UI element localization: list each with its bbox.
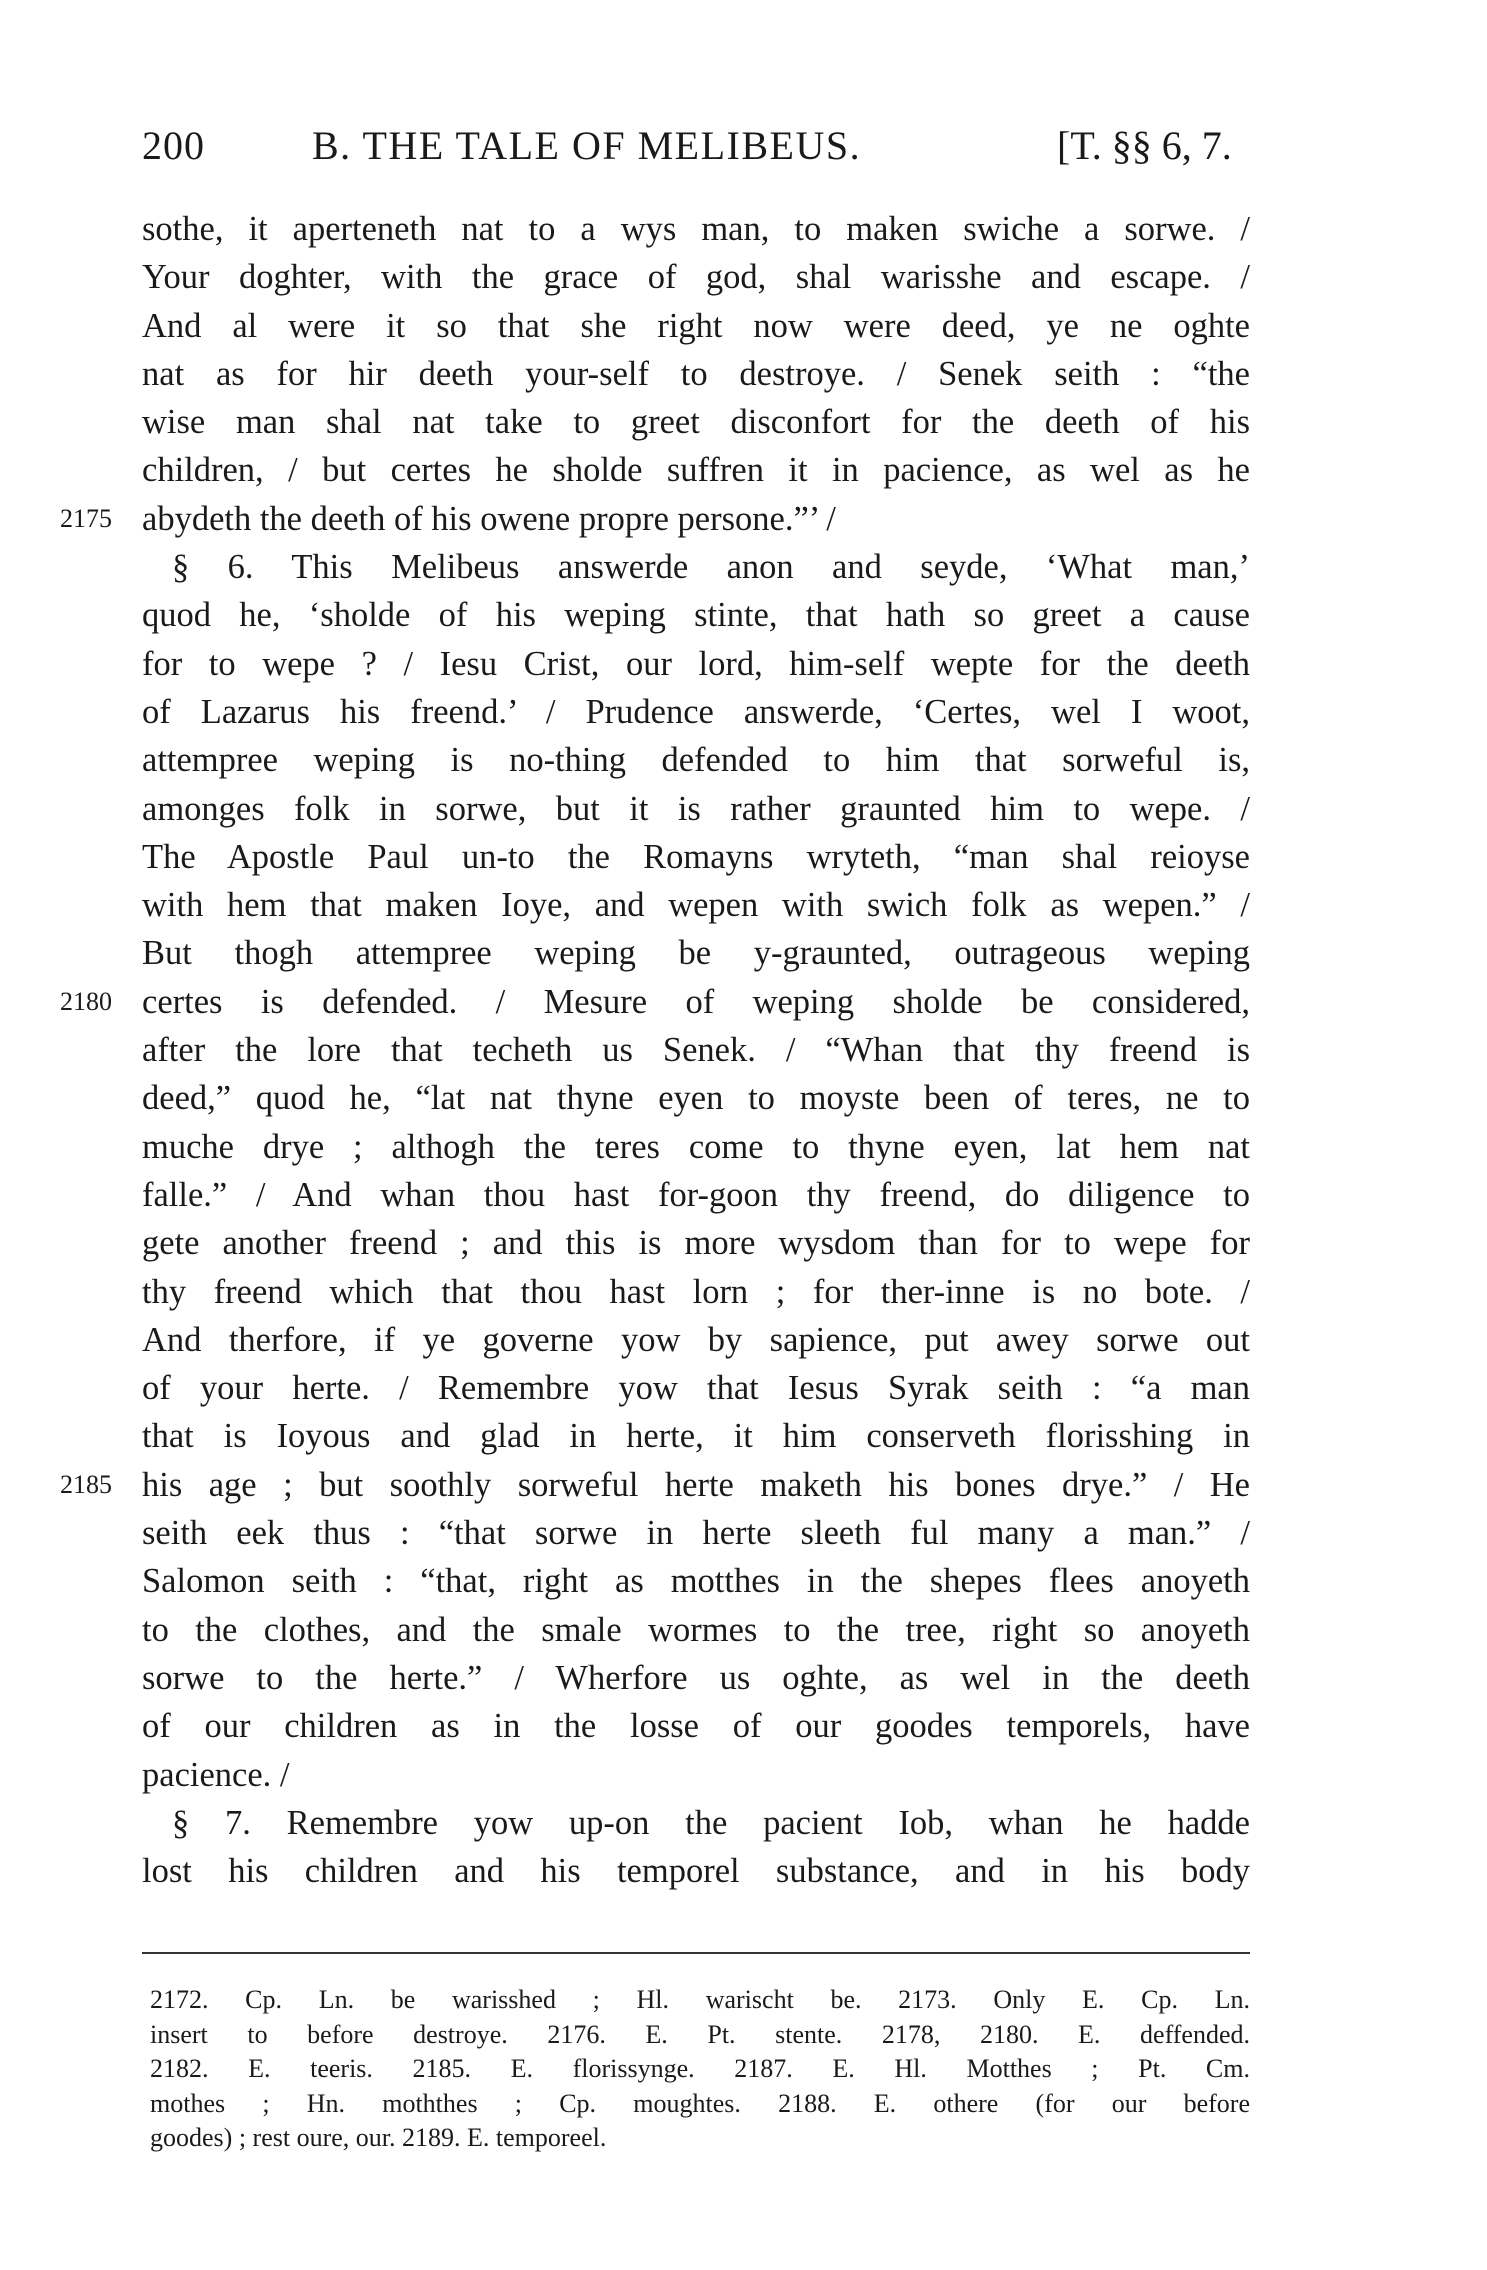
- text-line: [0, 1606, 1487, 1654]
- text-line: [0, 591, 1487, 639]
- line-text: nat as for hir deeth your-self to destroye. / Senek seith : “the: [142, 354, 1250, 393]
- line-text: wise man shal nat take to greet disconfort for the deeth of his: [142, 403, 1250, 442]
- line-text: And therfore, if ye governe yow by sapience, put awey sorwe out: [142, 1320, 1250, 1359]
- text-line: [0, 398, 1487, 446]
- line-text: abydeth the deeth of his owene propre persone.”’ /: [142, 499, 836, 538]
- line-text: with hem that maken Ioye, and wepen with swich folk as wepen.” /: [142, 886, 1250, 925]
- text-line: [0, 1557, 1487, 1605]
- text-line: [0, 640, 1487, 688]
- text-line: [0, 1751, 1487, 1799]
- footnote-line: [0, 1983, 1487, 2018]
- text-line: [0, 495, 1487, 543]
- text-line: [0, 1026, 1487, 1074]
- line-text: that is Ioyous and glad in herte, it him conserveth florisshing in: [142, 1417, 1250, 1456]
- line-text: of your herte. / Remembre yow that Iesus Syrak seith : “a man: [142, 1369, 1250, 1408]
- footnote-line: [0, 2121, 1487, 2156]
- line-text: sothe, it aperteneth nat to a wys man, to maken swiche a sorwe. /: [142, 210, 1250, 248]
- footnotes: [0, 1983, 1487, 2156]
- text-line: [0, 1364, 1487, 1412]
- line-text: to the clothes, and the smale wormes to the tree, right so anoyeth: [142, 1610, 1250, 1649]
- text-line: [0, 1074, 1487, 1122]
- text-line: [0, 1799, 1487, 1847]
- line-number: 2185: [60, 1469, 112, 1499]
- line-text: deed,” quod he, “lat nat thyne eyen to moyste been of teres, ne to: [142, 1079, 1250, 1118]
- line-text: But thogh attempree weping be y-graunted, outrageous weping: [142, 934, 1250, 973]
- line-text: § 7. Remembre yow up-on the pacient Iob, whan he hadde: [172, 1803, 1250, 1842]
- line-text: § 6. This Melibeus answerde anon and seyde, ‘What man,’: [172, 548, 1250, 587]
- text-line: [0, 1316, 1487, 1364]
- line-text: children, / but certes he sholde suffren it in pacience, as wel as he: [142, 451, 1250, 490]
- body-text: [0, 205, 1487, 1895]
- line-text: of our children as in the losse of our goodes temporels, have: [142, 1707, 1250, 1746]
- footnote-text: insert to before destroye. 2176. E. Pt. stente. 2178, 2180. E. deffended.: [150, 2019, 1250, 2049]
- text-line: [0, 302, 1487, 350]
- text-line: [0, 881, 1487, 929]
- footnote-text: mothes ; Hn. moththes ; Cp. moughtes. 2188. E. othere (for our before: [150, 2088, 1250, 2118]
- text-line: [0, 446, 1487, 494]
- section-reference: [T. §§ 6, 7.: [1057, 123, 1232, 168]
- text-line: [0, 785, 1487, 833]
- text-line: [0, 929, 1487, 977]
- text-line: [0, 1702, 1487, 1750]
- line-text: of Lazarus his freend.’ / Prudence answerde, ‘Certes, wel I woot,: [142, 692, 1250, 731]
- running-head: [142, 122, 1252, 172]
- line-text: after the lore that techeth us Senek. / “Whan that thy freend is: [142, 1031, 1250, 1070]
- line-text: Salomon seith : “that, right as motthes in the shepes flees anoyeth: [142, 1562, 1250, 1601]
- line-text: certes is defended. / Mesure of weping sholde be considered,: [142, 982, 1250, 1021]
- line-text: muche drye ; althogh the teres come to thyne eyen, lat hem nat: [142, 1127, 1250, 1166]
- footnote-text: 2182. E. teeris. 2185. E. florissynge. 2187. E. Hl. Motthes ; Pt. Cm.: [150, 2054, 1250, 2083]
- line-text: sorwe to the herte.” / Wherfore us oghte, as wel in the deeth: [142, 1658, 1250, 1697]
- text-line: [0, 1123, 1487, 1171]
- line-text: falle.” / And whan thou hast for-goon thy freend, do diligence to: [142, 1175, 1250, 1214]
- footnote-text: goodes) ; rest oure, our. 2189. E. temporeel.: [150, 2123, 607, 2152]
- text-line: [0, 1847, 1487, 1895]
- footnote-line: [0, 2052, 1487, 2087]
- text-line: [0, 1654, 1487, 1702]
- text-line: [0, 978, 1487, 1026]
- text-line: [0, 1461, 1487, 1509]
- line-number: 2180: [60, 986, 112, 1016]
- text-line: [0, 833, 1487, 881]
- line-text: And al were it so that she right now were deed, ye ne oghte: [142, 306, 1250, 345]
- footnote-line: [0, 2087, 1487, 2122]
- line-text: Your doghter, with the grace of god, shal warisshe and escape. /: [142, 258, 1250, 297]
- text-line: [0, 1171, 1487, 1219]
- footnote-line: [0, 2018, 1487, 2053]
- line-text: attempree weping is no-thing defended to him that sorweful is,: [142, 741, 1250, 780]
- line-text: his age ; but soothly sorweful herte maketh his bones drye.” / He: [142, 1465, 1250, 1504]
- page-number: 200: [142, 123, 205, 168]
- text-line: [0, 253, 1487, 301]
- footnote-rule: [142, 1952, 1250, 1954]
- text-line: [0, 205, 1487, 253]
- line-text: pacience. /: [142, 1755, 290, 1794]
- line-text: thy freend which that thou hast lorn ; for ther-inne is no bote. /: [142, 1272, 1250, 1311]
- text-line: [0, 350, 1487, 398]
- line-text: for to wepe ? / Iesu Crist, our lord, him-self wepte for the deeth: [142, 644, 1250, 683]
- text-line: [0, 736, 1487, 784]
- running-title: B. THE TALE OF MELIBEUS.: [312, 123, 862, 168]
- text-line: [0, 1412, 1487, 1460]
- text-line: [0, 688, 1487, 736]
- text-line: [0, 543, 1487, 591]
- line-text: lost his children and his temporel substance, and in his body: [142, 1852, 1250, 1891]
- line-text: The Apostle Paul un-to the Romayns wryteth, “man shal reioyse: [142, 837, 1250, 876]
- text-line: [0, 1509, 1487, 1557]
- line-text: quod he, ‘sholde of his weping stinte, that hath so greet a cause: [142, 596, 1250, 635]
- text-line: [0, 1268, 1487, 1316]
- line-number: 2175: [60, 503, 112, 533]
- text-line: [0, 1219, 1487, 1267]
- line-text: amonges folk in sorwe, but it is rather graunted him to wepe. /: [142, 789, 1250, 828]
- line-text: gete another freend ; and this is more wysdom than for to wepe for: [142, 1224, 1250, 1263]
- line-text: seith eek thus : “that sorwe in herte sleeth ful many a man.” /: [142, 1514, 1250, 1553]
- footnote-text: 2172. Cp. Ln. be warisshed ; Hl. warischt be. 2173. Only E. Cp. Ln.: [150, 1985, 1250, 2014]
